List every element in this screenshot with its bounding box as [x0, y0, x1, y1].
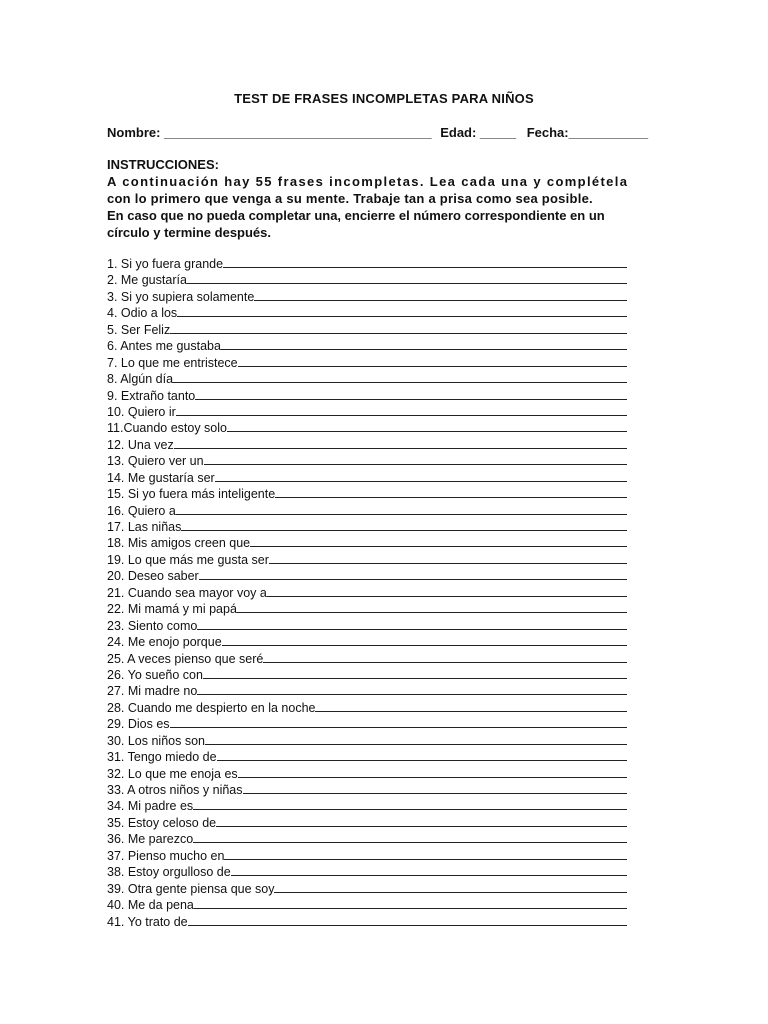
answer-blank-line[interactable]	[181, 519, 627, 531]
answer-blank-line[interactable]	[238, 355, 627, 367]
sentence-item	[107, 322, 627, 338]
sentence-prompt: 25. A veces pienso que seré	[107, 651, 264, 666]
sentence-prompt: 22. Mi mamá y mi papá	[107, 602, 237, 617]
answer-blank-line[interactable]	[227, 420, 627, 432]
sentence-prompt: 23. Siento como	[107, 618, 198, 633]
answer-blank-line[interactable]	[216, 815, 627, 827]
sentence-prompt: 4. Odio a los	[107, 306, 178, 321]
sentence-item	[107, 683, 627, 699]
page-title: TEST DE FRASES INCOMPLETAS PARA NIÑOS	[234, 91, 534, 106]
answer-blank-line[interactable]	[193, 798, 627, 810]
sentence-prompt: 9. Extraño tanto	[107, 388, 196, 403]
answer-blank-line[interactable]	[217, 749, 627, 761]
sentence-item	[107, 470, 627, 486]
sentence-prompt: 40. Me da pena	[107, 898, 194, 913]
answer-blank-line[interactable]	[275, 486, 627, 498]
sentence-item	[107, 815, 627, 831]
sentence-prompt: 29. Dios es	[107, 717, 170, 732]
sentence-item	[107, 355, 627, 371]
answer-blank-line[interactable]	[254, 289, 627, 301]
sentence-item	[107, 782, 627, 798]
answer-blank-line[interactable]	[237, 601, 627, 613]
sentence-prompt: 14. Me gustaría ser	[107, 470, 215, 485]
answer-blank-line[interactable]	[194, 897, 627, 909]
sentence-item	[107, 568, 627, 584]
sentence-prompt: 39. Otra gente piensa que soy	[107, 881, 275, 896]
sentence-item	[107, 766, 627, 782]
sentence-prompt: 12. Una vez	[107, 437, 174, 452]
sentence-item	[107, 798, 627, 814]
answer-blank-line[interactable]	[170, 716, 627, 728]
instructions-line-3: En caso que no pueda completar una, encierre el número correspondiente en un	[107, 208, 605, 223]
sentence-prompt: 33. A otros niños y niñas	[107, 783, 243, 797]
sentence-item	[107, 552, 627, 568]
answer-blank-line[interactable]	[243, 782, 627, 794]
sentence-item	[107, 601, 627, 617]
sentence-item	[107, 585, 627, 601]
sentence-list	[107, 256, 627, 930]
instructions-block	[107, 156, 652, 241]
sentence-prompt: 10. Quiero ir	[107, 404, 176, 419]
sentence-item	[107, 733, 627, 749]
sentence-prompt: 41. Yo trato de	[107, 914, 188, 929]
sentence-prompt: 31. Tengo miedo de	[107, 750, 217, 765]
name-field-label: Nombre: _____________________________________	[107, 125, 432, 140]
answer-blank-line[interactable]	[263, 651, 627, 663]
sentence-prompt: 5. Ser Feliz	[107, 322, 171, 337]
answer-blank-line[interactable]	[250, 535, 627, 547]
sentence-prompt: 28. Cuando me despierto en la noche	[107, 700, 316, 715]
sentence-prompt: 17. Las niñas	[107, 520, 182, 534]
sentence-prompt: 13. Quiero ver un	[107, 454, 204, 469]
answer-blank-line[interactable]	[177, 305, 627, 317]
date-field-label: Fecha:___________	[526, 125, 649, 140]
sentence-prompt: 35. Estoy celoso de	[107, 815, 217, 830]
sentence-item	[107, 716, 627, 732]
sentence-item	[107, 437, 627, 453]
sentence-item	[107, 651, 627, 667]
sentence-item	[107, 519, 627, 535]
sentence-item	[107, 256, 627, 272]
sentence-prompt: 32. Lo que me enoja es	[107, 766, 238, 781]
sentence-item	[107, 420, 627, 436]
sentence-prompt: 30. Los niños son	[107, 733, 205, 748]
answer-blank-line[interactable]	[199, 568, 627, 580]
answer-blank-line[interactable]	[274, 881, 627, 893]
sentence-prompt: 8. Algún día	[107, 372, 174, 387]
answer-blank-line[interactable]	[193, 831, 627, 843]
answer-blank-line[interactable]	[173, 371, 627, 383]
sentence-prompt: 15. Si yo fuera más inteligente	[107, 487, 276, 502]
answer-blank-line[interactable]	[195, 388, 627, 400]
answer-blank-line[interactable]	[187, 272, 627, 284]
sentence-item	[107, 289, 627, 305]
sentence-item	[107, 486, 627, 502]
instructions-line-1: A continuación hay 55 frases incompletas. Lea cada una y complétela	[107, 174, 629, 189]
sentence-item	[107, 700, 627, 716]
sentence-item	[107, 453, 627, 469]
answer-blank-line[interactable]	[221, 338, 627, 350]
age-field-label: Edad: _____	[440, 125, 517, 140]
form-header	[107, 125, 667, 140]
sentence-prompt: 1. Si yo fuera grande	[107, 257, 224, 271]
sentence-item	[107, 881, 627, 897]
answer-blank-line[interactable]	[215, 470, 627, 482]
sentence-prompt: 34. Mi padre es	[107, 799, 194, 814]
sentence-prompt: 19. Lo que más me gusta ser	[107, 552, 269, 567]
sentence-prompt: 24. Me enojo porque	[107, 635, 222, 650]
sentence-prompt: 26. Yo sueño con	[107, 667, 203, 682]
sentence-prompt: 37. Pienso mucho en	[107, 848, 225, 863]
answer-blank-line[interactable]	[170, 322, 627, 334]
sentence-item	[107, 618, 627, 634]
sentence-item	[107, 305, 627, 321]
answer-blank-line[interactable]	[188, 914, 627, 926]
sentence-prompt: 7. Lo que me entristece	[107, 355, 238, 370]
answer-blank-line[interactable]	[267, 585, 627, 597]
answer-blank-line[interactable]	[205, 733, 627, 745]
sentence-item	[107, 404, 627, 420]
sentence-item	[107, 667, 627, 683]
instructions-heading: INSTRUCCIONES:	[107, 157, 219, 172]
sentence-item	[107, 535, 627, 551]
sentence-prompt: 16. Quiero a	[107, 503, 176, 518]
sentence-item	[107, 388, 627, 404]
answer-blank-line[interactable]	[174, 437, 627, 449]
sentence-prompt: 2. Me gustaría	[107, 273, 187, 288]
answer-blank-line[interactable]	[176, 404, 627, 416]
sentence-prompt: 18. Mis amigos creen que	[107, 536, 251, 551]
answer-blank-line[interactable]	[197, 683, 627, 695]
answer-blank-line[interactable]	[176, 503, 627, 515]
answer-blank-line[interactable]	[238, 766, 627, 778]
sentence-prompt: 6. Antes me gustaba	[107, 339, 221, 354]
sentence-item	[107, 864, 627, 880]
answer-blank-line[interactable]	[269, 552, 627, 564]
sentence-item	[107, 897, 627, 913]
answer-blank-line[interactable]	[223, 256, 627, 268]
answer-blank-line[interactable]	[197, 618, 627, 630]
sentence-item	[107, 914, 627, 930]
sentence-prompt: 11.Cuando estoy solo	[107, 421, 227, 436]
answer-blank-line[interactable]	[231, 864, 627, 876]
sentence-item	[107, 831, 627, 847]
answer-blank-line[interactable]	[203, 667, 627, 679]
answer-blank-line[interactable]	[204, 453, 627, 465]
sentence-item	[107, 371, 627, 387]
sentence-item	[107, 848, 627, 864]
answer-blank-line[interactable]	[222, 634, 627, 646]
sentence-prompt: 20. Deseo saber	[107, 569, 199, 584]
sentence-item	[107, 503, 627, 519]
sentence-item	[107, 272, 627, 288]
instructions-line-2: con lo primero que venga a su mente. Trabaje tan a prisa como sea posible.	[107, 191, 593, 206]
answer-blank-line[interactable]	[224, 848, 627, 860]
sentence-prompt: 38. Estoy orgulloso de	[107, 865, 231, 880]
sentence-prompt: 36. Me parezco	[107, 832, 194, 847]
sentence-prompt: 21. Cuando sea mayor voy a	[107, 585, 267, 600]
sentence-prompt: 3. Si yo supiera solamente	[107, 289, 255, 304]
instructions-line-4: círculo y termine después.	[107, 225, 272, 240]
sentence-item	[107, 338, 627, 354]
sentence-prompt: 27. Mi madre no	[107, 684, 198, 699]
sentence-item	[107, 634, 627, 650]
answer-blank-line[interactable]	[315, 700, 627, 712]
sentence-item	[107, 749, 627, 765]
